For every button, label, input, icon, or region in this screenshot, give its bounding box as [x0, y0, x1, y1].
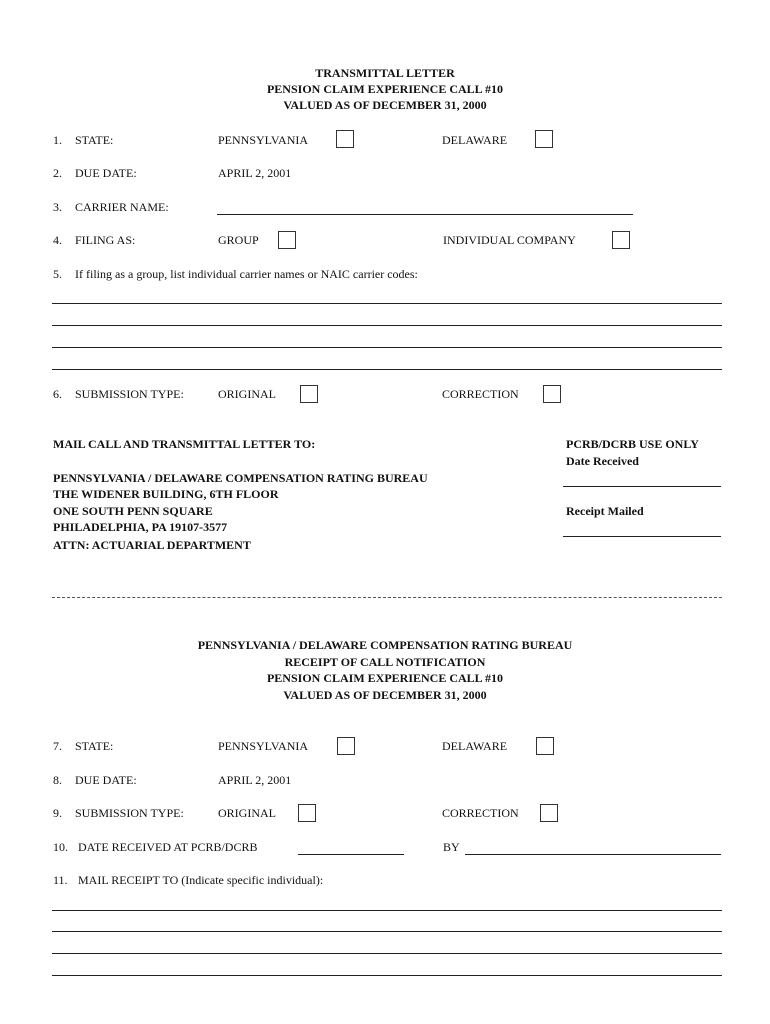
- q4-label: FILING AS:: [75, 233, 136, 247]
- q5-label: If filing as a group, list individual carrier names or NAIC carrier codes:: [75, 267, 418, 281]
- address-line: THE WIDENER BUILDING, 6TH FLOOR: [53, 487, 279, 501]
- q7-label: STATE:: [75, 739, 114, 753]
- carrier-list-line-3[interactable]: [52, 347, 722, 348]
- address-line: PHILADELPHIA, PA 19107-3577: [53, 520, 228, 534]
- receipt-bureau-title: PENNSYLVANIA / DELAWARE COMPENSATION RATING BUREAU: [197, 638, 573, 652]
- q7-delaware-checkbox[interactable]: [536, 737, 554, 755]
- mail-receipt-line-4[interactable]: [52, 975, 722, 976]
- q7-option-delaware-label: DELAWARE: [442, 739, 508, 753]
- q9-original-checkbox[interactable]: [298, 804, 316, 822]
- receipt-title: RECEIPT OF CALL NOTIFICATION: [284, 655, 486, 669]
- q11-label: MAIL RECEIPT TO (Indicate specific individual):: [78, 873, 324, 887]
- carrier-name-field[interactable]: [217, 214, 633, 215]
- q6-original-checkbox[interactable]: [300, 385, 318, 403]
- q7-pennsylvania-checkbox[interactable]: [337, 737, 355, 755]
- date-received-field[interactable]: [563, 486, 721, 487]
- q9-option-original-label: ORIGINAL: [218, 806, 276, 820]
- q1-option-pennsylvania-label: PENNSYLVANIA: [218, 133, 309, 147]
- mail-receipt-line-2[interactable]: [52, 931, 722, 932]
- q4-number: 4.: [53, 233, 62, 247]
- q2-number: 2.: [53, 166, 62, 180]
- carrier-list-line-4[interactable]: [52, 369, 722, 370]
- q7-option-pennsylvania-label: PENNSYLVANIA: [218, 739, 309, 753]
- date-received-label: Date Received: [566, 454, 639, 468]
- q3-label: CARRIER NAME:: [75, 200, 169, 214]
- receipt-mailed-label: Receipt Mailed: [566, 504, 644, 518]
- receipt-subtitle: PENSION CLAIM EXPERIENCE CALL #10: [266, 671, 504, 685]
- q3-number: 3.: [53, 200, 62, 214]
- receipt-mailed-field[interactable]: [563, 536, 721, 537]
- q1-pennsylvania-checkbox[interactable]: [336, 130, 354, 148]
- q6-option-correction-label: CORRECTION: [442, 387, 519, 401]
- q10-number: 10.: [53, 840, 68, 854]
- q6-option-original-label: ORIGINAL: [218, 387, 276, 401]
- q11-number: 11.: [53, 873, 68, 887]
- q2-due-date-value: APRIL 2, 2001: [218, 166, 292, 180]
- q4-option-group-label: GROUP: [218, 233, 259, 247]
- mail-receipt-line-1[interactable]: [52, 910, 722, 911]
- address-attn-line: ATTN: ACTUARIAL DEPARTMENT: [53, 538, 251, 552]
- transmittal-title: TRANSMITTAL LETTER: [315, 66, 455, 80]
- q9-correction-checkbox[interactable]: [540, 804, 558, 822]
- q9-option-correction-label: CORRECTION: [442, 806, 519, 820]
- q7-number: 7.: [53, 739, 62, 753]
- receipt-valued-as-of: VALUED AS OF DECEMBER 31, 2000: [283, 688, 487, 702]
- carrier-list-line-2[interactable]: [52, 325, 722, 326]
- q10-label: DATE RECEIVED AT PCRB/DCRB: [78, 840, 258, 854]
- q1-delaware-checkbox[interactable]: [535, 130, 553, 148]
- q6-number: 6.: [53, 387, 62, 401]
- mail-receipt-line-3[interactable]: [52, 953, 722, 954]
- q9-number: 9.: [53, 806, 62, 820]
- q6-correction-checkbox[interactable]: [543, 385, 561, 403]
- q4-individual-company-checkbox[interactable]: [612, 231, 630, 249]
- q8-due-date-value: APRIL 2, 2001: [218, 773, 292, 787]
- q4-option-individual-label: INDIVIDUAL COMPANY: [443, 233, 576, 247]
- transmittal-subtitle: PENSION CLAIM EXPERIENCE CALL #10: [266, 82, 504, 96]
- transmittal-valued-as-of: VALUED AS OF DECEMBER 31, 2000: [283, 98, 487, 112]
- address-line: ONE SOUTH PENN SQUARE: [53, 504, 213, 518]
- q2-label: DUE DATE:: [75, 166, 137, 180]
- q4-group-checkbox[interactable]: [278, 231, 296, 249]
- q9-label: SUBMISSION TYPE:: [75, 806, 184, 820]
- received-by-field[interactable]: [465, 854, 721, 855]
- q5-number: 5.: [53, 267, 62, 281]
- q1-option-delaware-label: DELAWARE: [442, 133, 508, 147]
- q8-number: 8.: [53, 773, 62, 787]
- office-use-heading: PCRB/DCRB USE ONLY: [566, 437, 699, 451]
- q1-number: 1.: [53, 133, 62, 147]
- q1-label: STATE:: [75, 133, 114, 147]
- q8-label: DUE DATE:: [75, 773, 137, 787]
- address-line: PENNSYLVANIA / DELAWARE COMPENSATION RATING BUREAU: [53, 471, 428, 485]
- carrier-list-line-1[interactable]: [52, 303, 722, 304]
- q6-label: SUBMISSION TYPE:: [75, 387, 184, 401]
- cut-line-divider: [52, 597, 722, 598]
- mail-to-heading: MAIL CALL AND TRANSMITTAL LETTER TO:: [53, 437, 316, 451]
- q10-by-label: BY: [443, 840, 460, 854]
- date-received-at-bureau-field[interactable]: [298, 854, 404, 855]
